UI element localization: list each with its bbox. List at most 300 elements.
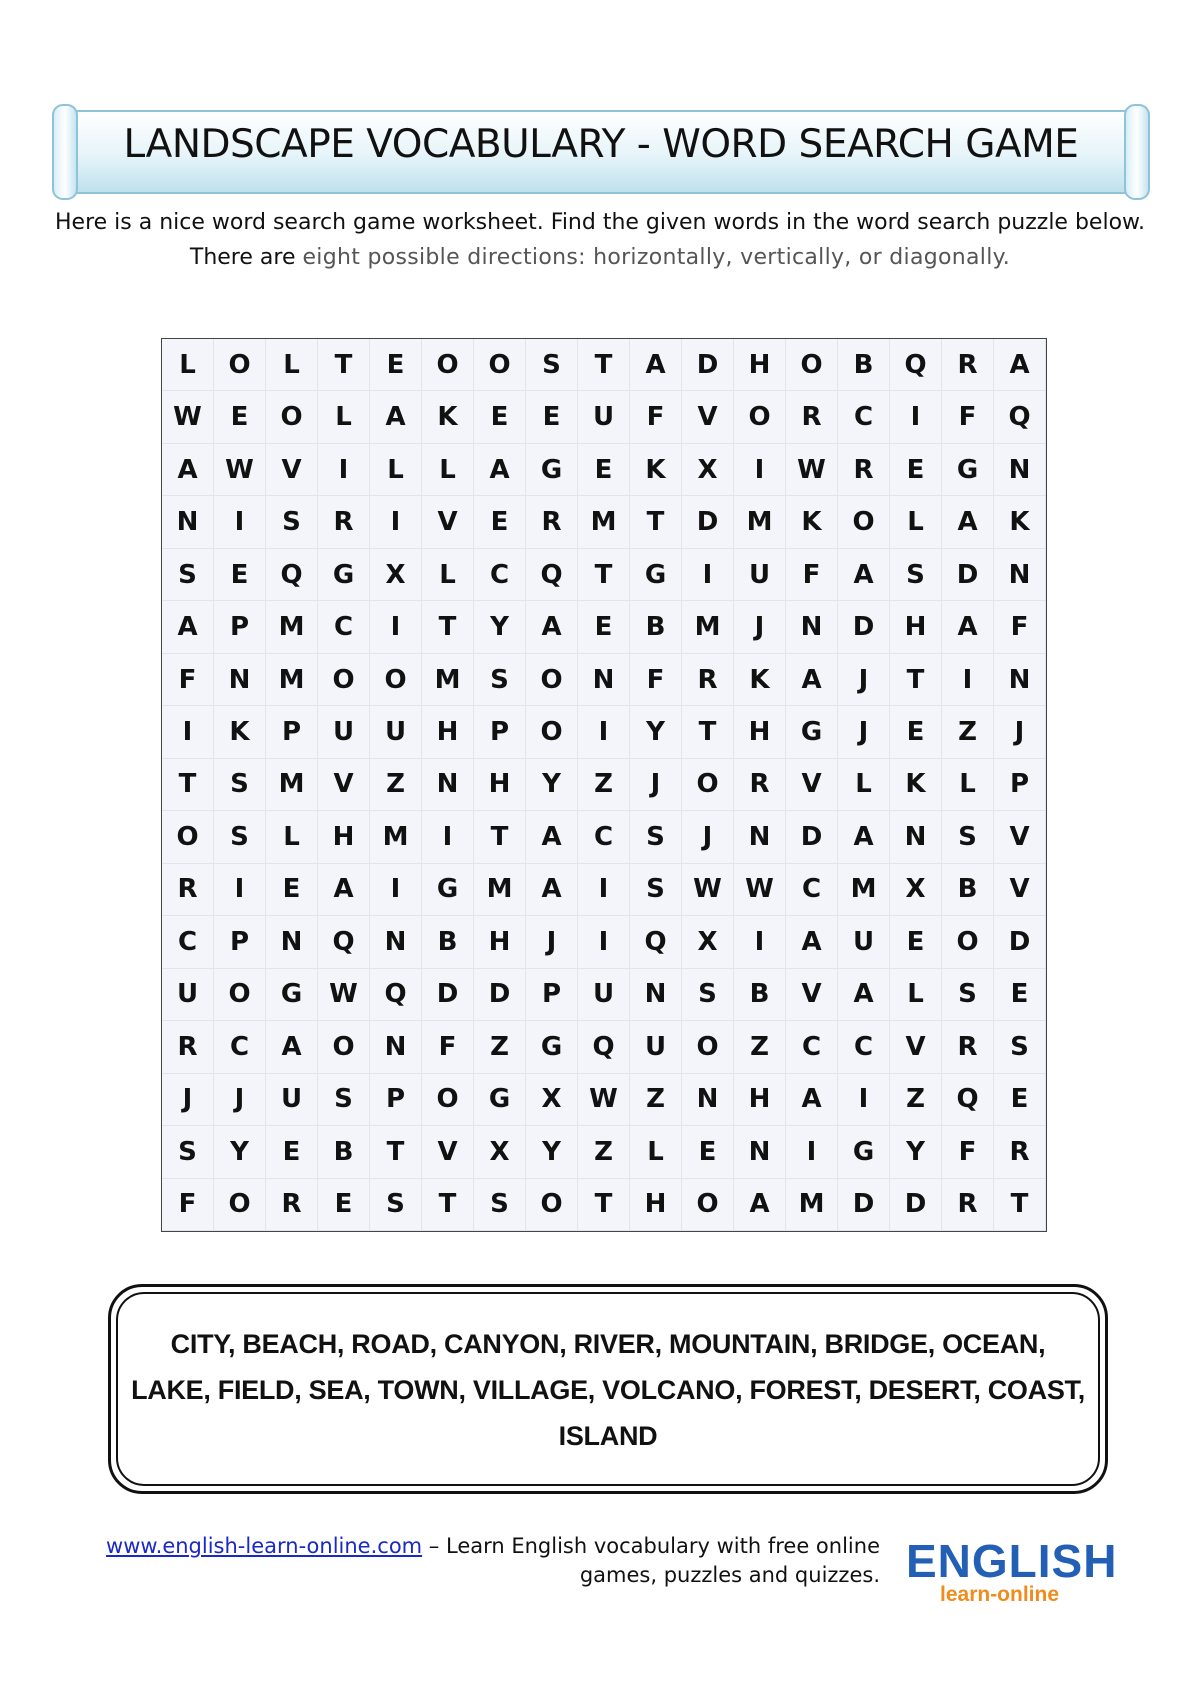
grid-cell[interactable]: D bbox=[838, 1179, 890, 1231]
grid-cell[interactable]: R bbox=[994, 1126, 1046, 1178]
grid-cell[interactable]: D bbox=[838, 601, 890, 653]
grid-cell[interactable]: B bbox=[630, 601, 682, 653]
grid-cell[interactable]: Q bbox=[578, 1021, 630, 1073]
grid-cell[interactable]: X bbox=[474, 1126, 526, 1178]
grid-cell[interactable]: O bbox=[526, 706, 578, 758]
grid-cell[interactable]: Z bbox=[578, 759, 630, 811]
grid-cell[interactable]: O bbox=[526, 1179, 578, 1231]
grid-cell[interactable]: F bbox=[942, 391, 994, 443]
grid-cell[interactable]: T bbox=[578, 339, 630, 391]
grid-cell[interactable]: T bbox=[578, 549, 630, 601]
grid-cell[interactable]: J bbox=[734, 601, 786, 653]
grid-cell[interactable]: Q bbox=[266, 549, 318, 601]
grid-cell[interactable]: V bbox=[786, 969, 838, 1021]
grid-cell[interactable]: H bbox=[734, 339, 786, 391]
grid-cell[interactable]: D bbox=[682, 339, 734, 391]
grid-cell[interactable]: B bbox=[318, 1126, 370, 1178]
grid-cell[interactable]: O bbox=[370, 654, 422, 706]
grid-cell[interactable]: E bbox=[994, 969, 1046, 1021]
grid-cell[interactable]: T bbox=[682, 706, 734, 758]
grid-cell[interactable]: E bbox=[526, 391, 578, 443]
grid-cell[interactable]: J bbox=[838, 654, 890, 706]
grid-cell[interactable]: E bbox=[890, 444, 942, 496]
grid-cell[interactable]: V bbox=[422, 496, 474, 548]
grid-cell[interactable]: M bbox=[734, 496, 786, 548]
grid-cell[interactable]: D bbox=[474, 969, 526, 1021]
grid-cell[interactable]: I bbox=[734, 444, 786, 496]
grid-cell[interactable]: O bbox=[422, 339, 474, 391]
grid-cell[interactable]: I bbox=[422, 811, 474, 863]
grid-cell[interactable]: Q bbox=[942, 1074, 994, 1126]
grid-cell[interactable]: L bbox=[318, 391, 370, 443]
grid-cell[interactable]: R bbox=[266, 1179, 318, 1231]
grid-cell[interactable]: K bbox=[734, 654, 786, 706]
grid-cell[interactable]: S bbox=[994, 1021, 1046, 1073]
grid-cell[interactable]: N bbox=[370, 1021, 422, 1073]
grid-cell[interactable]: S bbox=[474, 1179, 526, 1231]
grid-cell[interactable]: D bbox=[422, 969, 474, 1021]
grid-cell[interactable]: G bbox=[526, 1021, 578, 1073]
grid-cell[interactable]: Y bbox=[526, 1126, 578, 1178]
grid-cell[interactable]: Z bbox=[578, 1126, 630, 1178]
grid-cell[interactable]: V bbox=[786, 759, 838, 811]
grid-cell[interactable]: K bbox=[214, 706, 266, 758]
grid-cell[interactable]: W bbox=[318, 969, 370, 1021]
grid-cell[interactable]: M bbox=[370, 811, 422, 863]
grid-cell[interactable]: I bbox=[578, 864, 630, 916]
grid-cell[interactable]: I bbox=[162, 706, 214, 758]
grid-cell[interactable]: G bbox=[526, 444, 578, 496]
grid-cell[interactable]: N bbox=[370, 916, 422, 968]
grid-cell[interactable]: M bbox=[266, 759, 318, 811]
grid-cell[interactable]: Y bbox=[526, 759, 578, 811]
grid-cell[interactable]: A bbox=[786, 1074, 838, 1126]
grid-cell[interactable]: A bbox=[994, 339, 1046, 391]
word-list: CITY, BEACH, ROAD, CANYON, RIVER, MOUNTAIN, BRIDGE, OCEAN, LAKE, FIELD, SEA, TOWN, VILLAGE, VOLCANO, FOREST, DESERT, COAST, ISLAND bbox=[131, 1329, 1085, 1451]
grid-cell[interactable]: F bbox=[162, 1179, 214, 1231]
grid-cell[interactable]: F bbox=[994, 601, 1046, 653]
grid-cell[interactable]: T bbox=[162, 759, 214, 811]
grid-cell[interactable]: W bbox=[682, 864, 734, 916]
grid-cell[interactable]: H bbox=[890, 601, 942, 653]
grid-cell[interactable]: N bbox=[994, 654, 1046, 706]
grid-cell[interactable]: P bbox=[994, 759, 1046, 811]
grid-cell[interactable]: L bbox=[370, 444, 422, 496]
grid-cell[interactable]: C bbox=[214, 1021, 266, 1073]
grid-cell[interactable]: S bbox=[630, 864, 682, 916]
grid-cell[interactable]: P bbox=[266, 706, 318, 758]
grid-cell[interactable]: D bbox=[682, 496, 734, 548]
grid-cell[interactable]: Y bbox=[214, 1126, 266, 1178]
grid-cell[interactable]: F bbox=[786, 549, 838, 601]
grid-cell[interactable]: I bbox=[786, 1126, 838, 1178]
grid-cell[interactable]: T bbox=[578, 1179, 630, 1231]
grid-cell[interactable]: E bbox=[214, 391, 266, 443]
grid-cell[interactable]: I bbox=[578, 916, 630, 968]
grid-cell[interactable]: L bbox=[890, 969, 942, 1021]
grid-cell[interactable]: U bbox=[266, 1074, 318, 1126]
grid-cell[interactable]: U bbox=[370, 706, 422, 758]
grid-cell[interactable]: I bbox=[370, 601, 422, 653]
grid-cell[interactable]: K bbox=[630, 444, 682, 496]
grid-cell[interactable]: X bbox=[370, 549, 422, 601]
grid-cell[interactable]: P bbox=[474, 706, 526, 758]
grid-cell[interactable]: O bbox=[318, 654, 370, 706]
grid-cell[interactable]: R bbox=[942, 1179, 994, 1231]
grid-cell[interactable]: Z bbox=[630, 1074, 682, 1126]
grid-cell[interactable]: S bbox=[162, 549, 214, 601]
grid-cell[interactable]: K bbox=[786, 496, 838, 548]
grid-cell[interactable]: S bbox=[942, 811, 994, 863]
grid-cell[interactable]: R bbox=[162, 1021, 214, 1073]
grid-cell[interactable]: N bbox=[682, 1074, 734, 1126]
grid-cell[interactable]: I bbox=[838, 1074, 890, 1126]
grid-cell[interactable]: N bbox=[422, 759, 474, 811]
grid-cell[interactable]: O bbox=[682, 1179, 734, 1231]
grid-cell[interactable]: G bbox=[838, 1126, 890, 1178]
intro-text-directions: eight possible directions: horizontally, vertically, or diagonally. bbox=[302, 245, 1011, 270]
grid-cell[interactable]: M bbox=[578, 496, 630, 548]
grid-cell[interactable]: R bbox=[162, 864, 214, 916]
grid-cell[interactable]: O bbox=[422, 1074, 474, 1126]
grid-cell[interactable]: O bbox=[734, 391, 786, 443]
grid-cell[interactable]: R bbox=[786, 391, 838, 443]
grid-cell[interactable]: X bbox=[682, 916, 734, 968]
grid-cell[interactable]: I bbox=[214, 864, 266, 916]
grid-cell[interactable]: V bbox=[890, 1021, 942, 1073]
grid-cell[interactable]: G bbox=[942, 444, 994, 496]
grid-cell[interactable]: H bbox=[422, 706, 474, 758]
grid-cell[interactable]: Z bbox=[890, 1074, 942, 1126]
grid-cell[interactable]: M bbox=[474, 864, 526, 916]
grid-cell[interactable]: T bbox=[474, 811, 526, 863]
title-banner bbox=[52, 104, 1150, 196]
grid-cell[interactable]: J bbox=[214, 1074, 266, 1126]
grid-cell[interactable]: H bbox=[734, 1074, 786, 1126]
grid-cell[interactable]: S bbox=[162, 1126, 214, 1178]
grid-cell[interactable]: A bbox=[786, 654, 838, 706]
grid-cell[interactable]: S bbox=[370, 1179, 422, 1231]
grid-cell[interactable]: E bbox=[994, 1074, 1046, 1126]
grid-cell[interactable]: M bbox=[266, 654, 318, 706]
logo-line-learn-online: learn-online bbox=[940, 1583, 1060, 1606]
grid-cell[interactable]: B bbox=[422, 916, 474, 968]
grid-cell[interactable]: Z bbox=[734, 1021, 786, 1073]
grid-cell[interactable]: X bbox=[890, 864, 942, 916]
grid-cell[interactable]: M bbox=[266, 601, 318, 653]
grid-cell[interactable]: T bbox=[318, 339, 370, 391]
website-link[interactable]: www.english-learn-online.com bbox=[106, 1534, 423, 1558]
grid-cell[interactable]: G bbox=[422, 864, 474, 916]
grid-cell[interactable]: E bbox=[318, 1179, 370, 1231]
grid-cell[interactable]: U bbox=[734, 549, 786, 601]
grid-cell[interactable]: A bbox=[318, 864, 370, 916]
grid-cell[interactable]: J bbox=[838, 706, 890, 758]
grid-cell[interactable]: B bbox=[942, 864, 994, 916]
grid-cell[interactable]: S bbox=[682, 969, 734, 1021]
grid-cell[interactable]: W bbox=[578, 1074, 630, 1126]
grid-cell[interactable]: N bbox=[994, 444, 1046, 496]
grid-cell[interactable]: E bbox=[266, 864, 318, 916]
grid-cell[interactable]: V bbox=[682, 391, 734, 443]
grid-cell[interactable]: Y bbox=[474, 601, 526, 653]
grid-cell[interactable]: F bbox=[630, 391, 682, 443]
grid-cell[interactable]: S bbox=[890, 549, 942, 601]
grid-cell[interactable]: N bbox=[214, 654, 266, 706]
grid-cell[interactable]: A bbox=[838, 969, 890, 1021]
grid-cell[interactable]: W bbox=[162, 391, 214, 443]
grid-cell[interactable]: U bbox=[578, 391, 630, 443]
grid-cell[interactable]: L bbox=[266, 339, 318, 391]
grid-cell[interactable]: P bbox=[370, 1074, 422, 1126]
grid-cell[interactable]: U bbox=[578, 969, 630, 1021]
grid-cell[interactable]: K bbox=[994, 496, 1046, 548]
grid-cell[interactable]: L bbox=[266, 811, 318, 863]
grid-cell[interactable]: K bbox=[422, 391, 474, 443]
grid-cell[interactable]: H bbox=[318, 811, 370, 863]
grid-cell[interactable]: Y bbox=[890, 1126, 942, 1178]
grid-cell[interactable]: C bbox=[162, 916, 214, 968]
grid-cell[interactable]: N bbox=[994, 549, 1046, 601]
grid-cell[interactable]: I bbox=[318, 444, 370, 496]
grid-cell[interactable]: C bbox=[786, 1021, 838, 1073]
grid-cell[interactable]: D bbox=[942, 549, 994, 601]
grid-cell[interactable]: Q bbox=[526, 549, 578, 601]
grid-cell[interactable]: N bbox=[890, 811, 942, 863]
grid-cell[interactable]: O bbox=[838, 496, 890, 548]
grid-cell[interactable]: V bbox=[994, 811, 1046, 863]
grid-cell[interactable]: C bbox=[838, 391, 890, 443]
grid-cell[interactable]: N bbox=[734, 811, 786, 863]
grid-cell[interactable]: X bbox=[526, 1074, 578, 1126]
grid-cell[interactable]: E bbox=[474, 496, 526, 548]
footer bbox=[100, 1532, 880, 1590]
intro-paragraph bbox=[48, 205, 1152, 275]
grid-cell[interactable]: N bbox=[734, 1126, 786, 1178]
grid-cell[interactable]: F bbox=[162, 654, 214, 706]
grid-cell[interactable]: Y bbox=[630, 706, 682, 758]
grid-cell[interactable]: A bbox=[942, 601, 994, 653]
grid-cell[interactable]: L bbox=[838, 759, 890, 811]
grid-cell[interactable]: S bbox=[526, 339, 578, 391]
grid-cell[interactable]: H bbox=[630, 1179, 682, 1231]
grid-cell[interactable]: E bbox=[890, 916, 942, 968]
grid-cell[interactable]: S bbox=[630, 811, 682, 863]
grid-cell[interactable]: T bbox=[370, 1126, 422, 1178]
grid-cell[interactable]: E bbox=[578, 601, 630, 653]
grid-cell[interactable]: L bbox=[890, 496, 942, 548]
grid-cell[interactable]: C bbox=[786, 864, 838, 916]
grid-cell[interactable]: G bbox=[318, 549, 370, 601]
grid-cell[interactable]: V bbox=[994, 864, 1046, 916]
grid-cell[interactable]: V bbox=[266, 444, 318, 496]
grid-cell[interactable]: N bbox=[786, 601, 838, 653]
grid-cell[interactable]: H bbox=[474, 916, 526, 968]
grid-cell[interactable]: Z bbox=[942, 706, 994, 758]
grid-cell[interactable]: P bbox=[526, 969, 578, 1021]
grid-cell[interactable]: E bbox=[370, 339, 422, 391]
grid-cell[interactable]: K bbox=[890, 759, 942, 811]
grid-cell[interactable]: V bbox=[422, 1126, 474, 1178]
grid-cell[interactable]: T bbox=[630, 496, 682, 548]
grid-cell[interactable]: A bbox=[630, 339, 682, 391]
grid-cell[interactable]: M bbox=[682, 601, 734, 653]
grid-cell[interactable]: I bbox=[942, 654, 994, 706]
grid-cell[interactable]: D bbox=[890, 1179, 942, 1231]
grid-cell[interactable]: C bbox=[838, 1021, 890, 1073]
page-title: LANDSCAPE VOCABULARY - WORD SEARCH GAME bbox=[123, 122, 1079, 167]
grid-cell[interactable]: O bbox=[682, 759, 734, 811]
grid-cell[interactable]: X bbox=[682, 444, 734, 496]
grid-cell[interactable]: E bbox=[474, 391, 526, 443]
grid-cell[interactable]: L bbox=[422, 444, 474, 496]
grid-cell[interactable]: A bbox=[838, 549, 890, 601]
grid-cell[interactable]: R bbox=[682, 654, 734, 706]
grid-cell[interactable]: D bbox=[786, 811, 838, 863]
grid-cell[interactable]: R bbox=[838, 444, 890, 496]
grid-cell[interactable]: N bbox=[266, 916, 318, 968]
grid-cell[interactable]: C bbox=[578, 811, 630, 863]
grid-cell[interactable]: A bbox=[162, 444, 214, 496]
grid-cell[interactable]: H bbox=[734, 706, 786, 758]
grid-cell[interactable]: E bbox=[266, 1126, 318, 1178]
grid-cell[interactable]: G bbox=[266, 969, 318, 1021]
grid-cell[interactable]: H bbox=[474, 759, 526, 811]
grid-cell[interactable]: A bbox=[526, 601, 578, 653]
grid-cell[interactable]: T bbox=[422, 1179, 474, 1231]
grid-cell[interactable]: I bbox=[370, 864, 422, 916]
grid-cell[interactable]: U bbox=[838, 916, 890, 968]
grid-cell[interactable]: G bbox=[786, 706, 838, 758]
grid-cell[interactable]: F bbox=[630, 654, 682, 706]
grid-cell[interactable]: S bbox=[214, 811, 266, 863]
grid-cell[interactable]: O bbox=[214, 1179, 266, 1231]
grid-cell[interactable]: M bbox=[838, 864, 890, 916]
grid-cell[interactable]: S bbox=[942, 969, 994, 1021]
grid-cell[interactable]: I bbox=[682, 549, 734, 601]
grid-cell[interactable]: N bbox=[578, 654, 630, 706]
grid-cell[interactable]: J bbox=[526, 916, 578, 968]
grid-cell[interactable]: D bbox=[994, 916, 1046, 968]
grid-cell[interactable]: N bbox=[630, 969, 682, 1021]
grid-cell[interactable]: E bbox=[578, 444, 630, 496]
grid-cell[interactable]: P bbox=[214, 601, 266, 653]
grid-cell[interactable]: I bbox=[214, 496, 266, 548]
grid-cell[interactable]: O bbox=[474, 339, 526, 391]
grid-cell[interactable]: I bbox=[578, 706, 630, 758]
grid-cell[interactable]: O bbox=[162, 811, 214, 863]
grid-cell[interactable]: W bbox=[214, 444, 266, 496]
grid-cell[interactable]: R bbox=[942, 1021, 994, 1073]
grid-cell[interactable]: Q bbox=[890, 339, 942, 391]
grid-cell[interactable]: I bbox=[734, 916, 786, 968]
grid-cell[interactable]: Q bbox=[318, 916, 370, 968]
grid-cell[interactable]: I bbox=[370, 496, 422, 548]
grid-cell[interactable]: Z bbox=[474, 1021, 526, 1073]
grid-cell[interactable]: U bbox=[162, 969, 214, 1021]
grid-cell[interactable]: M bbox=[422, 654, 474, 706]
grid-cell[interactable]: E bbox=[214, 549, 266, 601]
grid-cell[interactable]: A bbox=[838, 811, 890, 863]
grid-cell[interactable]: B bbox=[734, 969, 786, 1021]
grid-cell[interactable]: A bbox=[786, 916, 838, 968]
grid-cell[interactable]: P bbox=[214, 916, 266, 968]
grid-cell[interactable]: I bbox=[890, 391, 942, 443]
grid-cell[interactable]: J bbox=[162, 1074, 214, 1126]
grid-cell[interactable]: F bbox=[942, 1126, 994, 1178]
grid-cell[interactable]: Q bbox=[994, 391, 1046, 443]
grid-cell[interactable]: A bbox=[526, 811, 578, 863]
grid-cell[interactable]: R bbox=[318, 496, 370, 548]
grid-cell[interactable]: V bbox=[318, 759, 370, 811]
grid-cell[interactable]: N bbox=[162, 496, 214, 548]
grid-cell[interactable]: R bbox=[734, 759, 786, 811]
grid-cell[interactable]: C bbox=[474, 549, 526, 601]
grid-cell[interactable]: U bbox=[630, 1021, 682, 1073]
footer-dash: – bbox=[422, 1534, 446, 1558]
grid-cell[interactable]: L bbox=[422, 549, 474, 601]
grid-cell[interactable]: O bbox=[786, 339, 838, 391]
logo-line-english: ENGLISH bbox=[906, 1535, 1118, 1587]
grid-cell[interactable]: Q bbox=[630, 916, 682, 968]
grid-cell[interactable]: J bbox=[994, 706, 1046, 758]
grid-cell[interactable]: E bbox=[682, 1126, 734, 1178]
grid-cell[interactable]: A bbox=[266, 1021, 318, 1073]
grid-cell[interactable]: B bbox=[838, 339, 890, 391]
footer-tagline: Learn English vocabulary with free online games, puzzles and quizzes. bbox=[445, 1534, 880, 1587]
grid-cell[interactable]: A bbox=[526, 864, 578, 916]
grid-cell[interactable]: U bbox=[318, 706, 370, 758]
grid-cell[interactable]: E bbox=[890, 706, 942, 758]
grid-cell[interactable]: W bbox=[786, 444, 838, 496]
grid-cell[interactable]: F bbox=[422, 1021, 474, 1073]
grid-cell[interactable]: Z bbox=[370, 759, 422, 811]
grid-cell[interactable]: Q bbox=[370, 969, 422, 1021]
grid-cell[interactable]: L bbox=[630, 1126, 682, 1178]
grid-cell[interactable]: L bbox=[942, 759, 994, 811]
grid-cell[interactable]: O bbox=[266, 391, 318, 443]
grid-cell[interactable]: O bbox=[214, 969, 266, 1021]
grid-cell[interactable]: R bbox=[942, 339, 994, 391]
grid-cell[interactable]: J bbox=[682, 811, 734, 863]
grid-cell[interactable]: A bbox=[370, 391, 422, 443]
grid-cell[interactable]: S bbox=[318, 1074, 370, 1126]
grid-cell[interactable]: A bbox=[734, 1179, 786, 1231]
grid-cell[interactable]: O bbox=[318, 1021, 370, 1073]
grid-cell[interactable]: L bbox=[162, 339, 214, 391]
grid-cell[interactable]: O bbox=[682, 1021, 734, 1073]
grid-cell[interactable]: O bbox=[942, 916, 994, 968]
grid-cell[interactable]: S bbox=[266, 496, 318, 548]
grid-cell[interactable]: A bbox=[942, 496, 994, 548]
grid-cell[interactable]: T bbox=[422, 601, 474, 653]
grid-cell[interactable]: T bbox=[890, 654, 942, 706]
grid-cell[interactable]: T bbox=[994, 1179, 1046, 1231]
grid-cell[interactable]: S bbox=[214, 759, 266, 811]
grid-cell[interactable]: O bbox=[214, 339, 266, 391]
grid-cell[interactable]: S bbox=[474, 654, 526, 706]
grid-cell[interactable]: G bbox=[474, 1074, 526, 1126]
grid-cell[interactable]: C bbox=[318, 601, 370, 653]
grid-cell[interactable]: R bbox=[526, 496, 578, 548]
grid-cell[interactable]: M bbox=[786, 1179, 838, 1231]
grid-cell[interactable]: W bbox=[734, 864, 786, 916]
grid-cell[interactable]: G bbox=[630, 549, 682, 601]
grid-cell[interactable]: A bbox=[474, 444, 526, 496]
grid-cell[interactable]: J bbox=[630, 759, 682, 811]
grid-cell[interactable]: O bbox=[526, 654, 578, 706]
grid-cell[interactable]: A bbox=[162, 601, 214, 653]
